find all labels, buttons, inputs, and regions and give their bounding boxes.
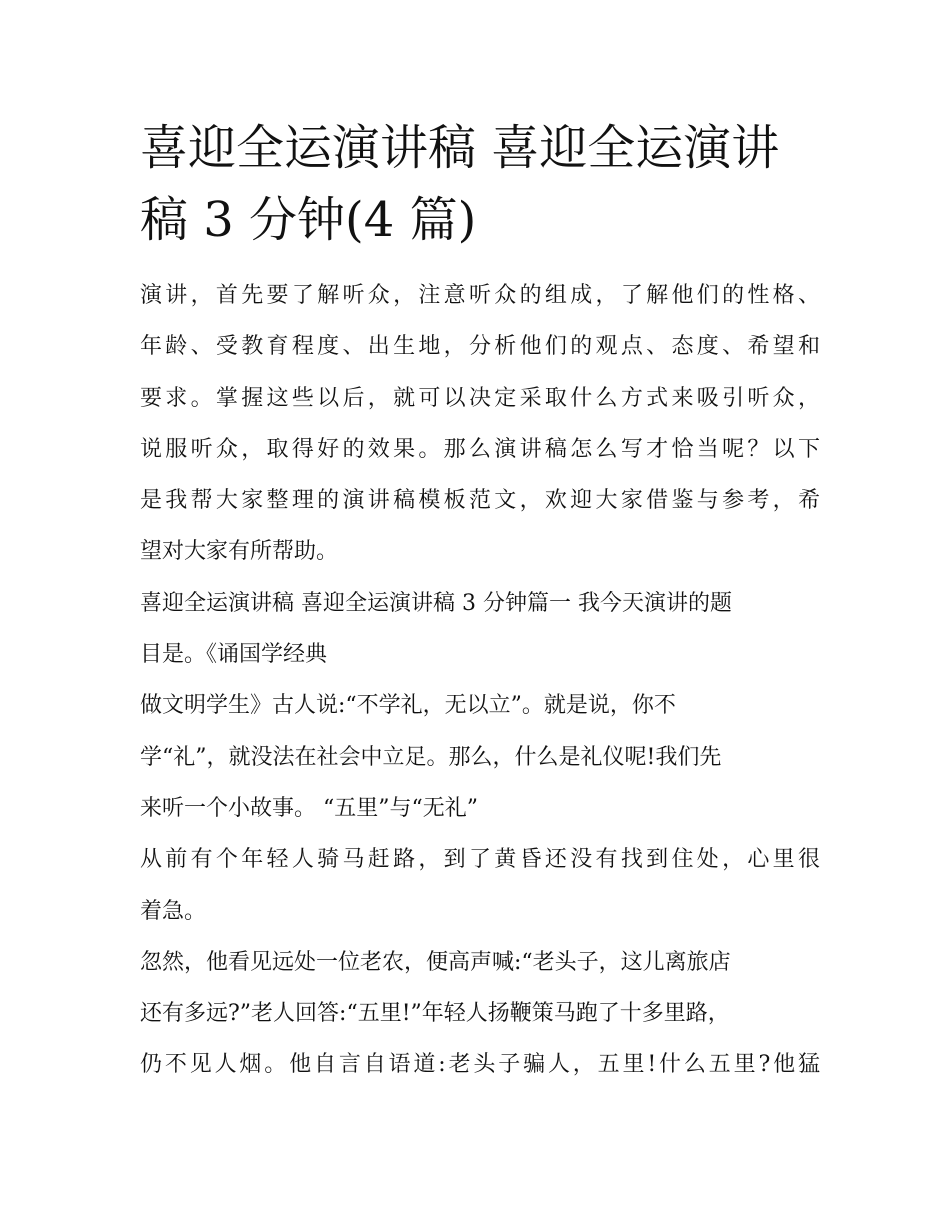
text-line: 做文明学生》古人说:“不学礼，无以立”。就是说，你不 (140, 693, 676, 719)
text-line: 学“礼”，就没法在社会中立足。那么，什么是礼仪呢!我们先 (140, 744, 722, 770)
text-line: 来听一个小故事。 “五里”与“无礼” (140, 795, 478, 821)
text-line: 年龄、受教育程度、出生地，分析他们的观点、态度、希望和 (140, 334, 820, 360)
text-line: 望对大家有所帮助。 (140, 539, 339, 565)
text-line: 喜迎全运演讲稿 喜迎全运演讲稿 3 分钟篇一 我今天演讲的题 (140, 590, 732, 616)
text-line: 仍不见人烟。他自言自语道:老头子骗人，五里!什么五里?他猛 (140, 1052, 820, 1078)
document-page (140, 112, 820, 1091)
text-line: 说服听众，取得好的效果。那么演讲稿怎么写才恰当呢？以下 (140, 436, 820, 462)
text-line: 着急。 (140, 898, 207, 924)
text-line: 是我帮大家整理的演讲稿模板范文，欢迎大家借鉴与参考，希 (140, 488, 820, 514)
title-line-2: 稿 3 分钟(4 篇) (140, 192, 477, 248)
text-line: 还有多远?”老人回答:“五里!”年轻人扬鞭策马跑了十多里路， (140, 1001, 730, 1027)
document-title (140, 112, 820, 256)
text-line: 要求。掌握这些以后，就可以决定采取什么方式来吸引听众， (140, 385, 820, 411)
text-line: 目是。《诵国学经典 (140, 642, 328, 668)
document-body (140, 270, 820, 1091)
text-line: 从前有个年轻人骑马赶路，到了黄昏还没有找到住处，心里很 (140, 847, 820, 873)
text-line: 忽然，他看见远处一位老农，便高声喊:“老头子，这儿离旅店 (140, 949, 731, 975)
text-line: 演讲，首先要了解听众，注意听众的组成，了解他们的性格、 (140, 283, 820, 308)
title-line-1: 喜迎全运演讲稿 喜迎全运演讲 (140, 120, 780, 176)
